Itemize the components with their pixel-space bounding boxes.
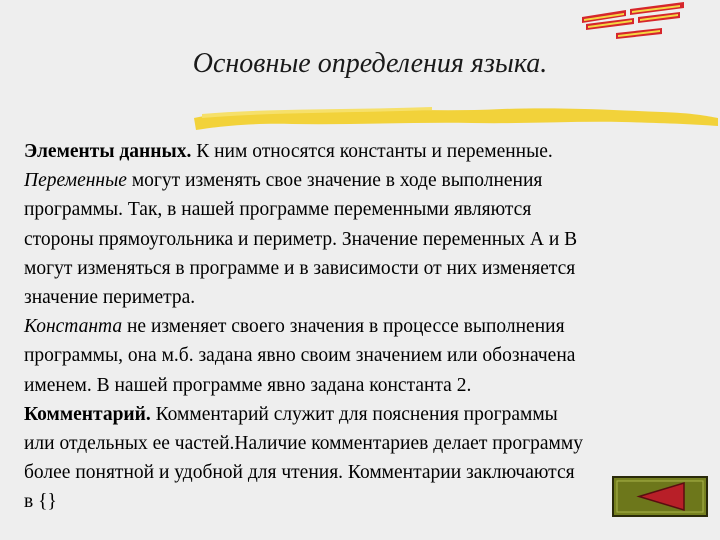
constant-line xyxy=(24,312,720,341)
text-constant: не изменяет своего значения в процессе выполнения xyxy=(122,316,565,338)
term-variables: Переменные xyxy=(24,170,127,192)
text-line: программы, она м.б. задана явно своим значением или обозначена xyxy=(24,345,576,367)
variables-line xyxy=(24,166,720,195)
title-underline-decoration xyxy=(192,100,720,134)
text-variables: могут изменять свое значение в ходе выполнения xyxy=(126,170,543,192)
text-line: именем. В нашей программе явно задана константа 2. xyxy=(24,374,472,396)
text-line: в {} xyxy=(24,491,57,513)
term-constant: Константа xyxy=(24,316,123,338)
text-line: или отдельных ее частей.Наличие комментариев делает программу xyxy=(24,433,583,455)
text-line: более понятной и удобной для чтения. Комментарии заключаются xyxy=(24,462,575,484)
logo-icon xyxy=(576,2,696,42)
text-comment: Комментарий служит для пояснения программы xyxy=(150,403,558,425)
slide-title: Основные определения языка. xyxy=(192,48,548,79)
content-body xyxy=(24,137,720,517)
triangle-left-icon xyxy=(614,478,706,515)
data-elements-line xyxy=(24,137,720,166)
term-data-elements: Элементы данных. xyxy=(24,141,192,162)
text-line: стороны прямоугольника и периметр. Значение переменных А и В xyxy=(24,228,578,250)
comment-line xyxy=(24,400,720,429)
term-comment: Комментарий. xyxy=(24,403,151,425)
text-line: могут изменяться в программе и в зависимости от них изменяется xyxy=(24,257,576,279)
text-data-elements: К ним относятся константы и переменные. xyxy=(191,141,553,162)
text-line: программы. Так, в нашей программе переменными являются xyxy=(24,199,532,221)
text-line: значение периметра. xyxy=(24,287,196,309)
back-button[interactable] xyxy=(612,476,708,517)
